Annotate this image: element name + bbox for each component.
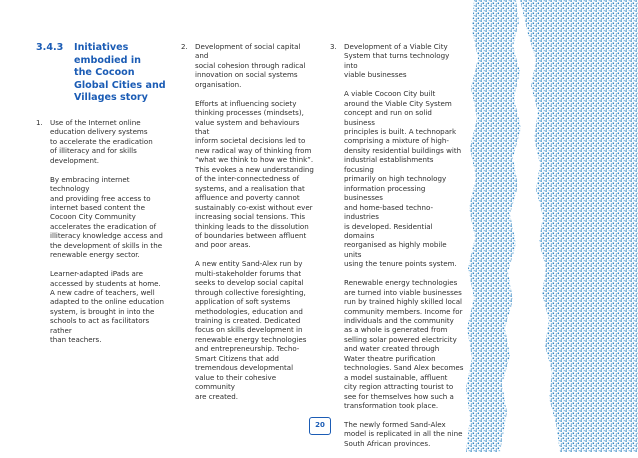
- item-title: Development of a Viable City System that turns technology into viable businesses: [344, 42, 450, 80]
- list-item-2: [181, 42, 315, 410]
- item-paragraph: A new entity Sand-Alex run by multi-stakeholder forums that seeks to develop social capital through collective foresighting, application of soft systems methodologies, education and training is created. Dedicated focus on skills development in renewable energy technologies and entrepreneurship. Techo- Smart Citizens that add tremendous developmental value to their cohesive community are created.: [195, 259, 307, 401]
- item-number: 3.: [330, 42, 337, 51]
- item-paragraph: Learner-adapted iPads are accessed by students at home. A new cadre of teachers, well adapted to the online education system, is brought in into the schools to act as facilitators rather than teachers.: [50, 269, 164, 345]
- item-title: Development of social capital and social cohesion through radical innovation on social systems organisation.: [195, 42, 306, 89]
- item-number: 1.: [36, 117, 43, 127]
- section-title: Initiatives embodied in the Cocoon Global Cities and Villages story: [74, 42, 166, 104]
- item-paragraph: The newly formed Sand-Alex model is replicated in all the nine South African provinces.: [344, 419, 463, 448]
- texture-band-middle: [466, 0, 521, 452]
- section-heading: [36, 42, 171, 105]
- page-number: 20: [309, 417, 331, 435]
- column-2: [181, 42, 315, 410]
- item-number: 2.: [181, 42, 188, 51]
- texture-band-right: [520, 0, 638, 452]
- item-title: Use of the Internet online education delivery systems to accelerate the eradication of illiteracy and for skills development.: [50, 117, 153, 165]
- item-paragraph: By embracing internet technology and providing free access to internet based content the Cocoon City Community accelerates the eradication of illiteracy knowledge access and the development of skills in the renewable energy sector.: [50, 174, 163, 260]
- list-item-3: [330, 42, 464, 458]
- section-number: 3.4.3: [36, 42, 64, 53]
- item-paragraph: A viable Cocoon City built around the Viable City System concept and run on solid business principles is built. A technopark comprising a mixture of high- density residential buildings with industrial establishments focusing primarily on high technology information processing businesses and home-based techno-industries is developed. Residential domains reorganised as highly mobile units using the tenure points system.: [344, 89, 462, 269]
- column-1: [36, 42, 171, 354]
- list-item-1: [36, 118, 171, 354]
- column-3: [330, 42, 464, 458]
- item-paragraph: Efforts at influencing society thinking processes (mindsets), value system and behaviours that inform societal decisions led to new radical way of thinking from “what we think to how we think”. This evokes a new understanding of the inter-connectedness of systems, and a realisation that affluence and poverty cannot sustainably co-exist without ever increasing social tensions. This thinking leads to the dissolution of boundaries between affluent and poor areas.: [195, 98, 314, 250]
- item-paragraph: Renewable energy technologies are turned into viable businesses run by trained highly skilled local community members. Income for individuals and the community as a whole is generated from selling solar powered electricity and water created through Water theatre purification technologies. Sand Alex becomes a model sustainable, affluent city region attracting tourist to see for themselves how such a transformation took place.: [344, 278, 464, 411]
